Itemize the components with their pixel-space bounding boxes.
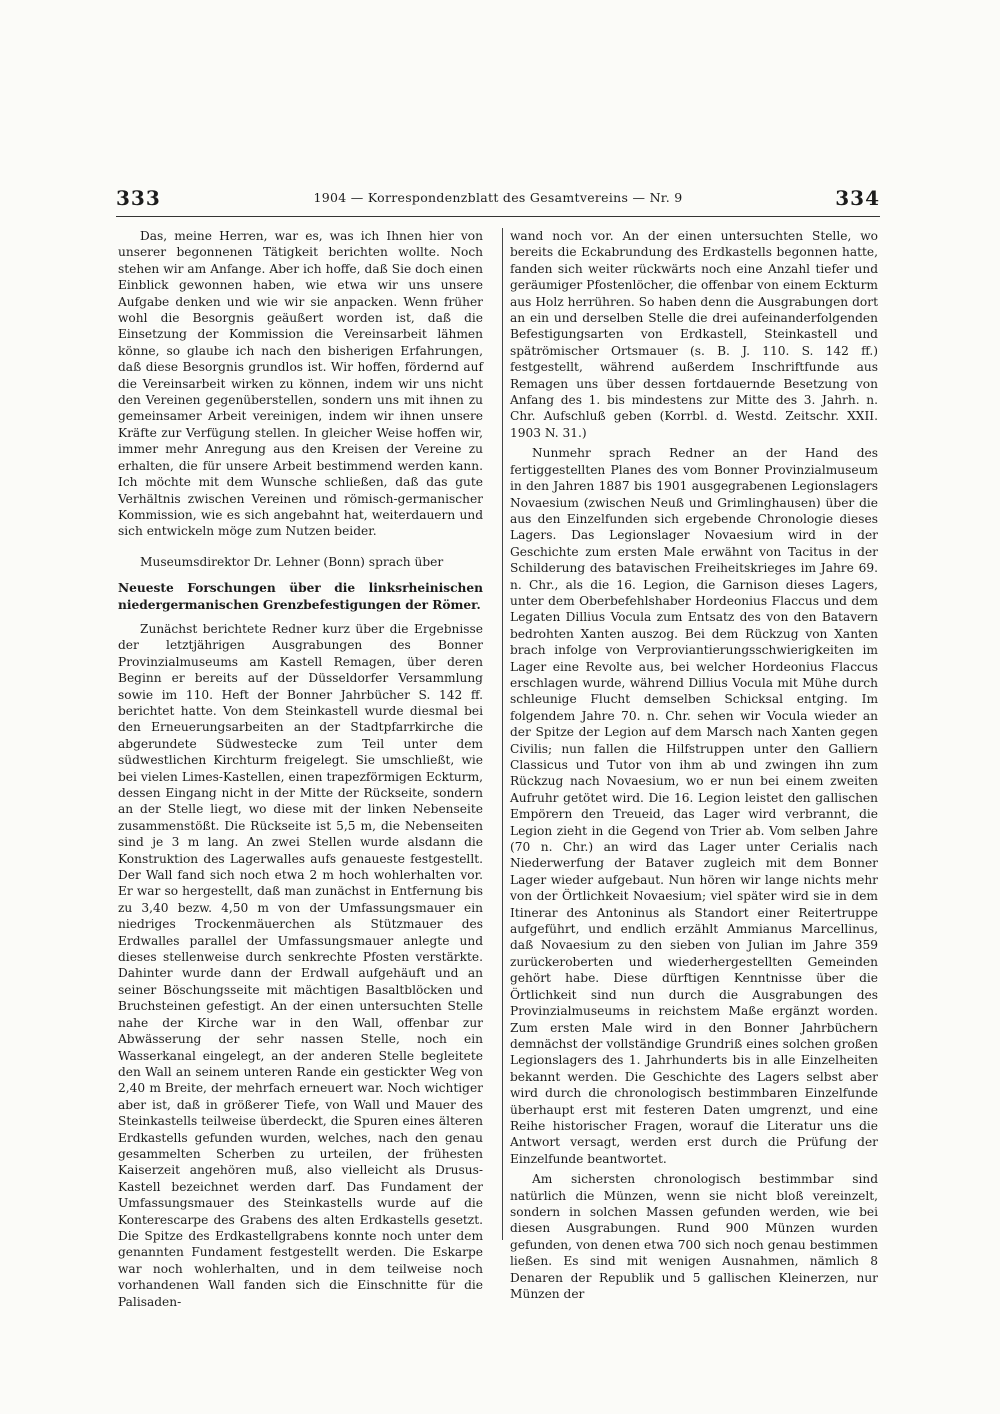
right-column <box>510 228 878 1302</box>
novaesium-paragraph: Nunmehr sprach Redner an der Hand des fertiggestellten Planes des vom Bonner Provinzialmuseum in den Jahren 1887 bis 1901 ausgegrabenen Legionslagers Novaesium (zwischen Neuß und Grimlinghausen) über die aus den Einzelfunden sich ergebende Chronologie dieses Lagers. Das Legionslager Novaesium wird in der Geschichte zum ersten Male erwähnt von Tacitus in der Schilderung des batavischen Freiheitskrieges im Jahre 69. n. Chr., als die 16. Legion, die Garnison dieses Lagers, unter dem Oberbefehlshaber Hordeonius Flaccus und dem Legaten Dillius Vocula zum Entsatz des von den Batavern bedrohten Xanten auszog. Bei dem Rückzug von Xanten brach infolge von Verproviantierungsschwierigkeiten im Lager eine Revolte aus, bei welcher Hordeonius Flaccus erschlagen wurde, während Dillius Vocula mit Mühe durch schleunige Flucht demselben Schicksal entging. Im folgendem Jahre 70. n. Chr. sehen wir Vocula wieder an der Spitze der Legion auf dem Marsch nach Xanten gegen Civilis; nun fallen die Hilfstruppen unter den Galliern Classicus und Tutor von ihm ab und zwingen ihn zum Rückzug nach Novaesium, wo er nun bei einem zweiten Aufruhr getötet wird. Die 16. Legion leistet den gallischen Empörern den Treueid, das Lager wird verbrannt, die Legion zieht in die Gegend von Trier ab. Vom selben Jahre (70 n. Chr.) an wird das Lager unter Cerialis nach Niederwerfung der Bataver zugleich mit dem Bonner Lager wieder aufgebaut. Nun hören wir lange nichts mehr von der Örtlichkeit Novaesium; viel später wird sie in dem Itinerar des Antoninus als Standort einer Reitertruppe aufgeführt, und endlich erzählt Ammianus Marcellinus, daß Novaesium zu den sieben von Julian im Jahre 359 zurückeroberten und wiederhergestellten Gemeinden gehört habe. Diese dürftigen Kenntnisse über die Örtlichkeit sind nun durch die Ausgrabungen des Provinzialmuseums in reichstem Maße ergänzt worden. Zum ersten Male wird in den Bonner Jahrbüchern demnächst der vollständige Grundriß eines solchen großen Legionslagers des 1. Jahrhunderts bis in alle Einzelheiten bekannt werden. Die Geschichte des Lagers selbst aber wird durch die chronologisch bestimmbaren Einzelfunde überhaupt erst mit festeren Daten umgrenzt, und eine Reihe historischer Fragen, worauf die Literatur uns die Antwort versagt, werden erst durch die Prüfung der Einzelfunde beantwortet. <box>510 446 878 1166</box>
page-header <box>116 186 880 217</box>
lecture-heading: Neueste Forschungen über die linksrheinischen niedergermanischen Grenzbefestigungen der Römer. <box>118 581 483 612</box>
continued-paragraph: wand noch vor. An der einen untersuchten Stelle, wo bereits die Eckabrundung des Erdkastells begonnen hatte, fanden sich weiter rückwärts noch eine Anzahl tiefer und geräumiger Pfostenlöcher, die offenbar von einem Eckturm aus Holz herrühren. So haben denn die Ausgrabungen dort an ein und derselben Stelle die drei aufeinanderfolgenden Befestigungsarten von Erdkastell, Steinkastell und spätrömischer Ortsmauer (s. B. J. 110. S. 142 ff.) festgestellt, während außerdem Inschriftfunde aus Remagen uns über dessen fortdauernde Besetzung von Anfang des 1. bis mindestens zur Mitte des 3. Jahrh. n. Chr. Aufschluß geben (Korrbl. d. Westd. Zeitschr. XXII. 1903 N. 31.) <box>510 229 878 440</box>
right-page-number: 334 <box>835 186 880 210</box>
left-page-number: 333 <box>116 186 161 210</box>
left-column <box>118 228 483 1310</box>
running-title: 1904 — Korrespondenzblatt des Gesamtvereins — Nr. 9 <box>313 190 683 205</box>
intro-paragraph: Das, meine Herren, war es, was ich Ihnen hier von unserer begonnenen Tätigkeit berichten wollte. Noch stehen wir am Anfange. Aber ich hoffe, daß Sie doch einen Einblick gewonnen haben, wie etwa wir uns unsere Aufgabe denken und wie wir sie anpacken. Wenn früher wohl die Besorgnis geäußert worden ist, daß die Einsetzung der Kommission die Vereinsarbeit lähmen könne, so glaube ich nach den bisherigen Erfahrungen, daß diese Besorgnis grundlos ist. Wir hoffen, fördernd auf die Vereinsarbeit wirken zu können, indem wir uns nicht den Vereinen gegenüberstellen, sondern uns mit ihnen zu gemeinsamer Arbeit vereinigen, indem wir ihnen unsere Kräfte zur Verfügung stellen. In gleicher Weise hoffen wir, immer mehr Anregung aus den Kreisen der Vereine zu erhalten, die für unsere Arbeit bestimmend werden kann. Ich möchte mit dem Wunsche schließen, daß das gute Verhältnis zwischen Vereinen und römisch-germanischer Kommission, wie es sich angebahnt hat, weiterdauern und sich entwickeln möge zum Nutzen beider. <box>118 229 483 539</box>
speaker-line: Museumsdirektor Dr. Lehner (Bonn) sprach über <box>140 554 444 569</box>
body-paragraph: Zunächst berichtete Redner kurz über die Ergebnisse der letztjährigen Ausgrabungen des Bonner Provinzialmuseums am Kastell Remagen, über deren Beginn er bereits auf der Düsseldorfer Versammlung sowie im 110. Heft der Bonner Jahrbücher S. 142 ff. berichtet hatte. Von dem Steinkastell wurde diesmal bei den Erneuerungsarbeiten an der Stadtpfarrkirche die abgerundete Südwestecke zum Teil unter dem südwestlichen Kirchturm freigelegt. Sie umschließt, wie bei vielen Limes-Kastellen, einen trapezförmigen Eckturm, dessen Eingang nicht in der Mitte der Rückseite, sondern an der Stelle liegt, wo diese mit der linken Nebenseite zusammenstößt. Die Rückseite ist 5,5 m, die Nebenseiten sind je 3 m lang. An zwei Stellen wurde alsdann die Konstruktion des Lagerwalles aufs genaueste festgestellt. Der Wall fand sich noch etwa 2 m hoch wohlerhalten vor. Er war so hergestellt, daß man zunächst in Entfernung bis zu 3,40 bezw. 4,50 m von der Umfassungsmauer ein niedriges Trockenmäuerchen als Stützmauer des Erdwalles parallel der Umfassungsmauer anlegte und dieses stellenweise durch senkrechte Pfosten verstärkte. Dahinter wurde dann der Erdwall aufgehäuft und an seiner Böschungsseite mit mächtigen Basaltblöcken und Bruchsteinen gefestigt. An der einen untersuchten Stelle nahe der Kirche war in den Wall, offenbar zur Abwässerung der sehr nassen Stelle, noch ein Wasserkanal eingelegt, an der anderen Stelle begleitete den Wall an seinem unteren Rande ein gestickter Weg von 2,40 m Breite, der mehrfach erneuert war. Noch wichtiger aber ist, daß in größerer Tiefe, von Wall und Mauer des Steinkastells teilweise überdeckt, die Spuren eines älteren Erdkastells gefunden wurden, welches, nach den genau gesammelten Scherben zu urteilen, der frühesten Kaiserzeit angehören muß, also vielleicht als Drusus-Kastell bezeichnet werden darf. Das Fundament der Umfassungsmauer des Steinkastells wurde auf die Konterescarpe des Grabens des alten Erdkastells gesetzt. Die Spitze des Erdkastellgrabens konnte noch unter dem genannten Fundament festgestellt werden. Die Eskarpe war noch wohlerhalten, und in dem teilweise noch vorhandenen Wall fanden sich die Einschnitte für die Palisaden- <box>118 621 483 1309</box>
column-divider <box>502 228 503 1240</box>
coins-paragraph: Am sichersten chronologisch bestimmbar sind natürlich die Münzen, wenn sie nicht bloß vereinzelt, sondern in solchen Massen gefunden werden, wie bei diesen Ausgrabungen. Rund 900 Münzen wurden gefunden, von denen etwa 700 sich noch genau bestimmen ließen. Es sind mit wenigen Ausnahmen, nämlich 8 Denaren der Republik und 5 gallischen Kleinerzen, nur Münzen der <box>510 1172 878 1301</box>
